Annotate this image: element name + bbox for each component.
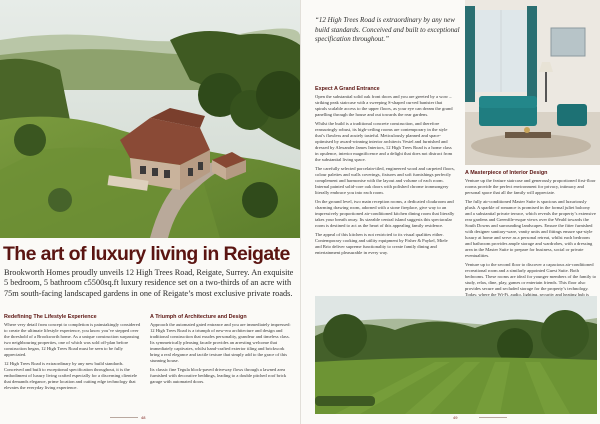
article-column-4 [465, 170, 597, 307]
pull-quote: “12 High Trees Road is extraordinary by any new build standards. Conceived and built to exceptional specification throughout.” [315, 16, 460, 44]
section-heading: Redefining The Lifestyle Experience [4, 314, 97, 320]
aerial-house-photo [0, 0, 300, 238]
folio-rule [479, 417, 507, 418]
body-paragraph: Where very detail from concept to completion is painstakingly considered to create the ultimate lifestyle experience, you know you’ve stepped over the threshold of a Brookworth home. As a unique construction surpassing two neighbouring properties, one of which was sold off-plan before construction began, 12 High Trees Road must be seen to be fully appreciated. [4, 321, 141, 357]
body-paragraph: The appeal of this kitchen is not restricted to its visual qualities either. Contemporary cooking and utility equipment by Fisher & Paykel, Miele and Brio deliver supreme functionality to create family dining and entertainment pleasurable in every way. [315, 231, 448, 255]
living-room-photo [465, 0, 600, 165]
body-paragraph: Venture up to the second floor to discover a capacious air-conditioned recreational room and a similarly appointed Guest Suite. Both bedrooms. These rooms are ideal for younger members of the family to study, relax, dine, play, games or entertain friends. This floor also provides secure and secluded storage for the property’s technology. Today, where the Wi-Fi, audio, lighting, security and heating hub is [465, 261, 597, 297]
body-paragraph: 12 High Trees Road is extraordinary by any new build standards. Conceived and built to exceptional specification throughout, it is the embodiment of luxury living crafted especially for a discerning clientele that demands elegance, prime location and cutting edge technology that elevates the everyday living experience. [4, 360, 138, 390]
garden-photo [315, 296, 597, 414]
article-column-1 [4, 314, 143, 394]
section-heading: A Masterpiece of Interior Design [465, 170, 548, 176]
body-paragraph: Approach the automated gated entrance and you are immediately impressed: 12 High Trees Road is a triumph of new-era architecture and design and traditional construction that exudes personality, grandeur and timeless class. Its symmetrically pleasing facade provides an arresting welcome that immediately captivates, whilst hand-crafted exterior tiling and brickwork bring a real elegance and tactile texture that simply add to the grace of this stunning house. [150, 321, 291, 363]
folio-rule [110, 417, 138, 418]
intro-paragraph: Brookworth Homes proudly unveils 12 High Trees Road, Reigate, Surrey. An exquisite 5 bedroom, 5 bathroom c5500sq.ft luxury residence set on a two-thirds of an acre with 75m south-facing landscaped gardens in one of Reigate’s most exclusive private roads. [4, 268, 294, 298]
body-paragraph: On the ground level, two main reception rooms, a dedicated cloakroom and charming drawing room, adorned with a stone fireplace, give way to an impressively proportioned air-conditioned kitchen dining room that literally takes your breath away. Its sizeable central island suggests this spectacular room is destined to act as the heart of this appealing family residence. [315, 198, 455, 228]
page-title: The art of luxury living in Reigate [3, 243, 290, 265]
article-column-2 [150, 314, 292, 388]
section-heading: A Triumph of Architecture and Design [150, 314, 247, 320]
body-paragraph: The carefully selected porcelain-tiled, engineered wood and carpeted floors, colour palettes and walls coverings, fixtures and soft furnishings perfectly complement and harmonise with the layout and volume of each room. Internal painted solid-core oak doors with polished chrome ironmongery literally embrace you into each room. [315, 165, 455, 195]
right-page [300, 0, 600, 424]
body-paragraph: The fully air-conditioned Master Suite is spacious and luxuriously plush. A sparkle of romance is promised in the formal juliet balcony and a substantial private terrace, which reveals the property’s extensive rear gardens and Greenfile-esque views over the Weald towards the South Downs and surrounding landscapes. Ensure the fitter furnished with designer sanitary-ware, vanity units and fittings ensure spa-style luxury at home and serve as a personal retreat, whilst each bedroom and bathroom provides ample storage and wardrobes, with a dressing area in the Master Suite to prepare for business, social or private eventualities. [465, 198, 596, 258]
page-number: 48 [141, 415, 146, 420]
body-paragraph: Venture up the feature staircase and generously proportioned first-floor rooms provide the perfect environment for privacy, intimacy and personal space that all the family will appreciate. [465, 177, 596, 195]
body-paragraph: Whilst the build is a traditional concrete construction, and therefore reassuringly robust, its high-ceiling rooms are contemporary in the style that’s flawless and acutely tasteful. Meticulously planned and space-optimised by award-winning interior architects Vestel and furnished and dressed by Alexander James Interiors, 12 High Trees Road is a home class in opulence, interior magnificence and a delight that does not distract from the substantial living space. [315, 120, 453, 162]
article-column-3 [315, 86, 455, 259]
page-number: 49 [453, 415, 458, 420]
body-paragraph: Open the substantial solid oak front doors and you are greeted by a wow – striking peak staircase with a sweeping S-shaped curved banister that spirals scalable access to the upper floors, as your eye can dream the grand panelling through the house and out towards the rear gardens. [315, 93, 453, 117]
body-paragraph: Its classic fine Tegula block-paved driveway flows through a lawned area furnished with decorative beddings, leading to a double pitched roof brick garage with automated doors. [150, 366, 287, 384]
section-heading: Expect A Grand Entrance [315, 86, 380, 92]
